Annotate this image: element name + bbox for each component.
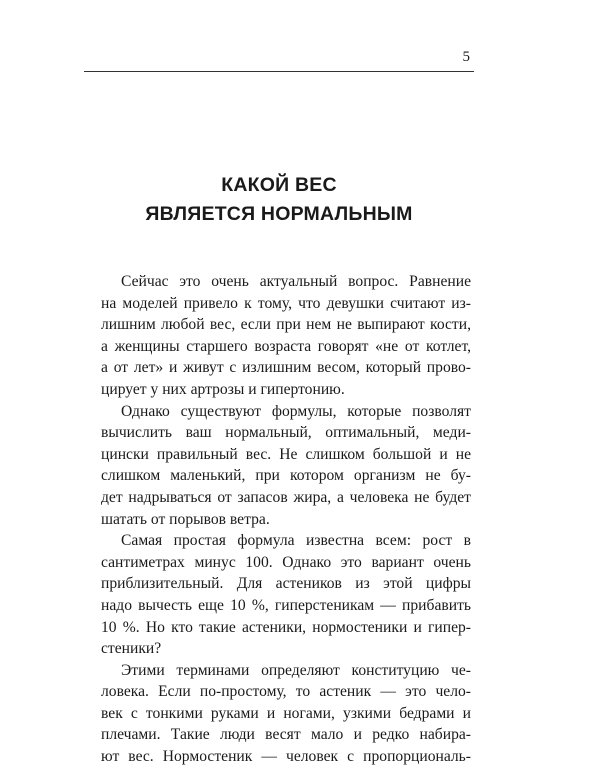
text-line: Сейчас это очень актуальный вопрос. Равнение — [121, 273, 471, 290]
page-number: 5 — [462, 49, 470, 65]
text-line: а от лет» и живут с излишним весом, который прово- — [101, 359, 471, 377]
text-line: цирует у них артрозы и гипертонию. — [101, 380, 345, 398]
chapter-title — [84, 171, 474, 229]
text-line: сантиметрах минус 100. Однако это вариант очень — [101, 553, 471, 571]
text-line: на моделей привело к тому, что девушки считают из- — [101, 294, 471, 312]
text-line: ют вес. Нормостеник — человек с пропорциональ- — [101, 748, 471, 766]
paragraph-1 — [101, 271, 471, 401]
text-line: век с тонкими руками и ногами, узкими бедрами и — [101, 704, 471, 722]
text-line: слишком маленький, при котором организм не бу- — [101, 467, 471, 485]
text-line: ловека. Если по-простому, то астеник — это чело- — [101, 683, 471, 701]
text-line: вычислить ваш нормальный, оптимальный, меди- — [101, 424, 471, 442]
text-line: цински правильный вес. Не слишком большой и не — [101, 445, 471, 463]
body-text — [101, 271, 471, 768]
text-line: дет надрываться от запасов жира, а человека не будет — [101, 488, 471, 506]
text-line: Этими терминами определяют конституцию че- — [121, 661, 471, 679]
running-head — [84, 44, 474, 72]
text-line: плечами. Такие люди весят мало и редко набира- — [101, 726, 471, 744]
text-line: а женщины старшего возраста говорят «не от котлет, — [101, 337, 471, 355]
text-line: надо вычесть еще 10 %, гиперстеникам — прибавить — [101, 596, 471, 614]
chapter-title-line-1: КАКОЙ ВЕС — [221, 174, 337, 196]
chapter-title-line-2: ЯВЛЯЕТСЯ НОРМАЛЬНЫМ — [145, 203, 413, 225]
text-line: шатать от порывов ветра. — [101, 510, 270, 528]
text-line: лишним любой вес, если при нем не выпирают кости, — [101, 316, 471, 334]
paragraph-4 — [101, 660, 471, 768]
paragraph-3 — [101, 530, 471, 660]
text-line: 10 %. Но кто такие астеники, нормостеники и гипер- — [101, 618, 471, 636]
paragraph-2 — [101, 401, 471, 531]
text-line: Однако существуют формулы, которые позволят — [121, 402, 471, 420]
text-line: стеники? — [101, 640, 162, 658]
text-line: Самая простая формула известна всем: рост в — [121, 532, 471, 550]
text-line: приблизительный. Для астеников из этой цифры — [101, 575, 471, 593]
